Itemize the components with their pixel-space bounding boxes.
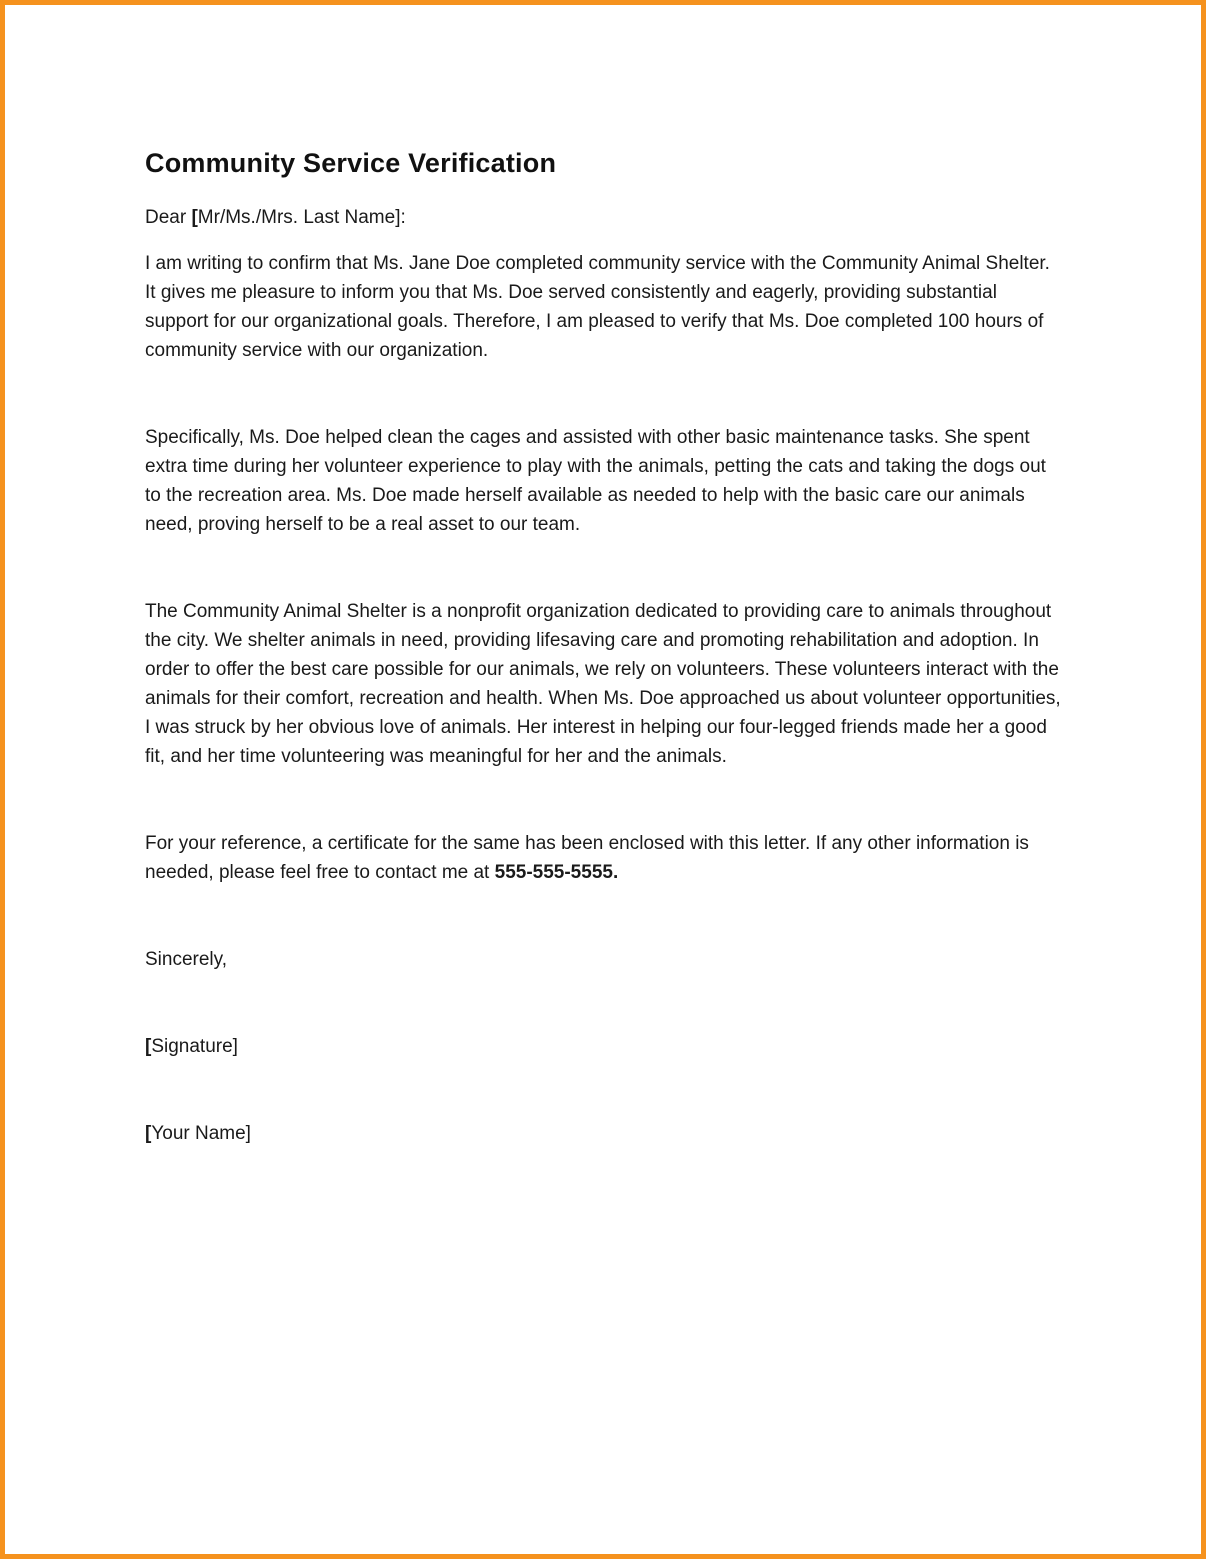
signoff: Sincerely, (145, 949, 228, 970)
paragraph-organization: The Community Animal Shelter is a nonprofit organization dedicated to providing care to animals throughout the city. We shelter animals in need, providing lifesaving care and promoting rehabilitation and adoption. In order to offer the best care possible for our animals, we rely on volunteers. These volunteers interact with the animals for their comfort, recreation and health. When Ms. Doe approached us about volunteer opportunities, I was struck by her obvious love of animals. Her interest in helping our four-legged friends made her a good fit, and her time volunteering was meaningful for her and the animals. (145, 601, 1061, 767)
name-placeholder (145, 1119, 1061, 1148)
salutation (145, 203, 1061, 232)
signature-text: Signature] (151, 1036, 238, 1057)
salutation-prefix: Dear (145, 207, 192, 228)
phone-number: 555-555-5555 (494, 862, 613, 883)
letter-content (5, 5, 1201, 1148)
signature-placeholder (145, 1032, 1061, 1061)
salutation-bracket: [ (191, 207, 198, 228)
paragraph-reference (145, 829, 1061, 887)
name-bracket: [ (145, 1123, 152, 1144)
name-text: Your Name] (151, 1123, 251, 1144)
document-title: Community Service Verification (145, 148, 557, 178)
salutation-placeholder: Mr/Ms./Mrs. Last Name]: (197, 207, 406, 228)
reference-end: . (612, 862, 619, 883)
reference-text: For your reference, a certificate for the same has been enclosed with this letter. If any other information is needed, please feel free to contact me at (145, 833, 1029, 883)
signature-bracket: [ (145, 1036, 152, 1057)
paragraph-duties: Specifically, Ms. Doe helped clean the cages and assisted with other basic maintenance tasks. She spent extra time during her volunteer experience to play with the animals, petting the cats and taking the dogs out to the recreation area. Ms. Doe made herself available as needed to help with the basic care our animals need, proving herself to be a real asset to our team. (145, 427, 1046, 535)
paragraph-verification: I am writing to confirm that Ms. Jane Doe completed community service with the Community Animal Shelter. It gives me pleasure to inform you that Ms. Doe served consistently and eagerly, providing substantial support for our organizational goals. Therefore, I am pleased to verify that Ms. Doe completed 100 hours of community service with our organization. (145, 253, 1050, 361)
